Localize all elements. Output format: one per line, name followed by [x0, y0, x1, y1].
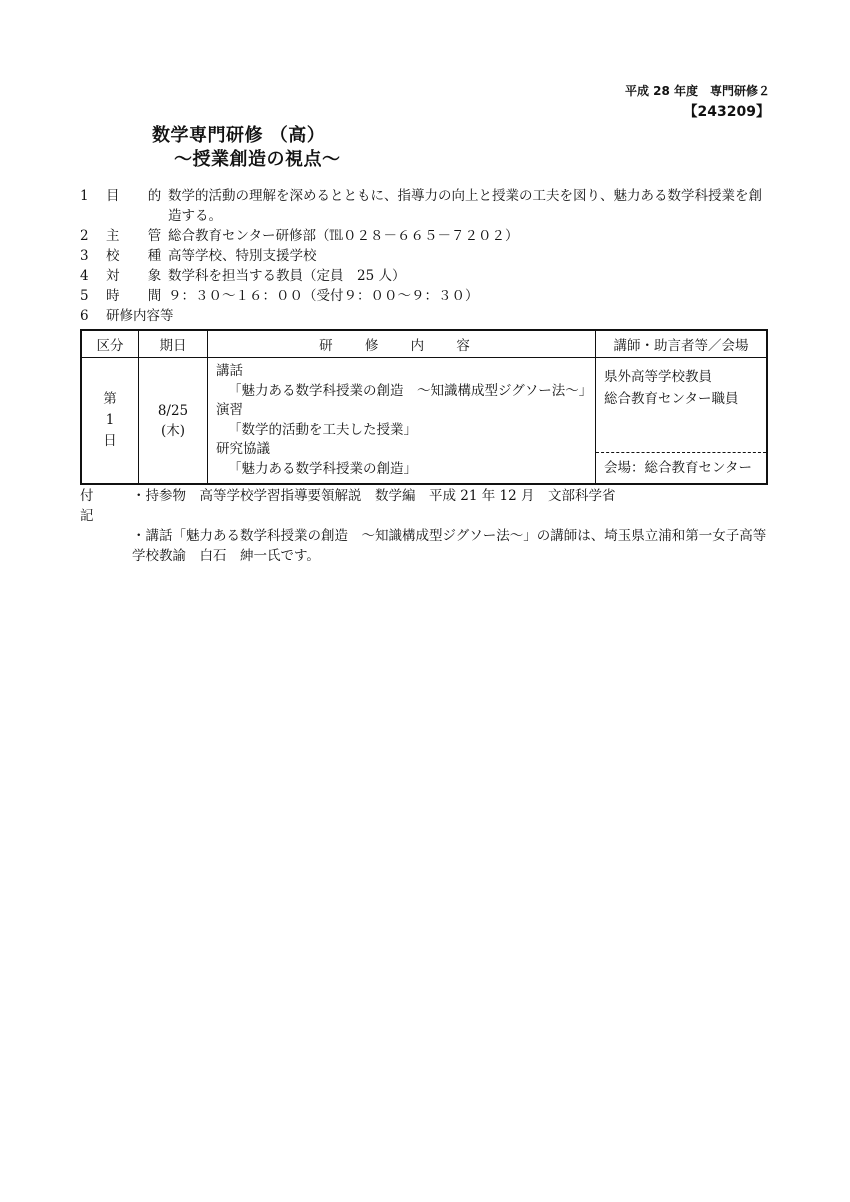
info-list	[80, 186, 770, 326]
note-item: ・講話「魅力ある数学科授業の創造 ～知識構成型ジグソー法～」の講師は、埼玉県立浦和第一女子高等学校教諭 白石 紳一氏です。	[132, 528, 767, 564]
note-item: ・持参物 高等学校学習指導要領解説 数学編 平成 21 年 12 月 文部科学省	[132, 488, 616, 504]
table-row	[81, 358, 767, 485]
item-number: 2	[80, 228, 89, 244]
item-number: 1	[80, 188, 89, 204]
header-date: 期日	[139, 330, 208, 358]
page-subtitle: ～授業創造の視点～	[174, 149, 341, 170]
item-text: 数学的活動の理解を深めるとともに、指導力の向上と授業の工夫を図り、魅力ある数学科授業を創造する。	[168, 188, 762, 224]
cell-content	[208, 358, 596, 485]
item-label: 時 間	[106, 288, 174, 304]
notes-label: 付 記	[80, 488, 106, 524]
notes	[80, 486, 770, 566]
header-division: 区分	[81, 330, 139, 358]
info-item-time	[80, 286, 770, 306]
instructor-line: 総合教育センター職員	[604, 391, 739, 407]
header-content: 研 修 内 容	[208, 330, 596, 358]
item-number: 4	[80, 268, 89, 284]
info-item-school-type	[80, 246, 770, 266]
item-label: 対 象	[106, 268, 174, 284]
weekday-value: (木)	[160, 422, 186, 439]
cell-instructor	[596, 358, 768, 485]
item-number: 5	[80, 288, 89, 304]
info-item-purpose	[80, 186, 770, 226]
header-year: 平成 28 年度 専門研修２	[624, 84, 770, 98]
venue: 会場：総合教育センター	[596, 452, 766, 483]
content-line: 研究協議	[216, 441, 270, 457]
item-text: 高等学校、特別支援学校	[168, 248, 317, 264]
item-label: 目 的	[106, 188, 174, 204]
item-number: 6	[80, 308, 89, 324]
item-text: ９：３０～１６：００（受付９：００～９：３０）	[168, 288, 479, 304]
item-text: 総合教育センター研修部（℡０２８－６６５－７２０２）	[168, 228, 519, 244]
date-value: 8/25	[157, 402, 189, 419]
info-item-contents	[80, 306, 770, 326]
cell-division: 第 1 日	[81, 358, 139, 485]
content-line: 講話	[216, 363, 243, 379]
item-label: 校 種	[106, 248, 174, 264]
cell-date	[139, 358, 208, 485]
page-title: 数学専門研修 （高）	[152, 125, 326, 146]
header-instructor: 講師・助言者等／会場	[596, 330, 768, 358]
header-code: 【243209】	[683, 104, 770, 120]
content-line: 「魅力ある数学科授業の創造 ～知識構成型ジグソー法～」	[228, 382, 593, 399]
item-text: 数学科を担当する教員（定員 25 人）	[168, 268, 406, 284]
content-line: 「魅力ある数学科授業の創造」	[228, 460, 417, 477]
info-item-organizer	[80, 226, 770, 246]
item-label: 研修内容等	[106, 308, 174, 324]
table-header-row	[81, 330, 767, 358]
item-label: 主 管	[106, 228, 174, 244]
item-number: 3	[80, 248, 89, 264]
content-line: 「数学的活動を工夫した授業」	[228, 421, 417, 438]
schedule-table	[80, 329, 768, 485]
info-item-target	[80, 266, 770, 286]
instructor-line: 県外高等学校教員	[604, 369, 712, 385]
item-text	[174, 306, 771, 326]
content-line: 演習	[216, 402, 243, 418]
